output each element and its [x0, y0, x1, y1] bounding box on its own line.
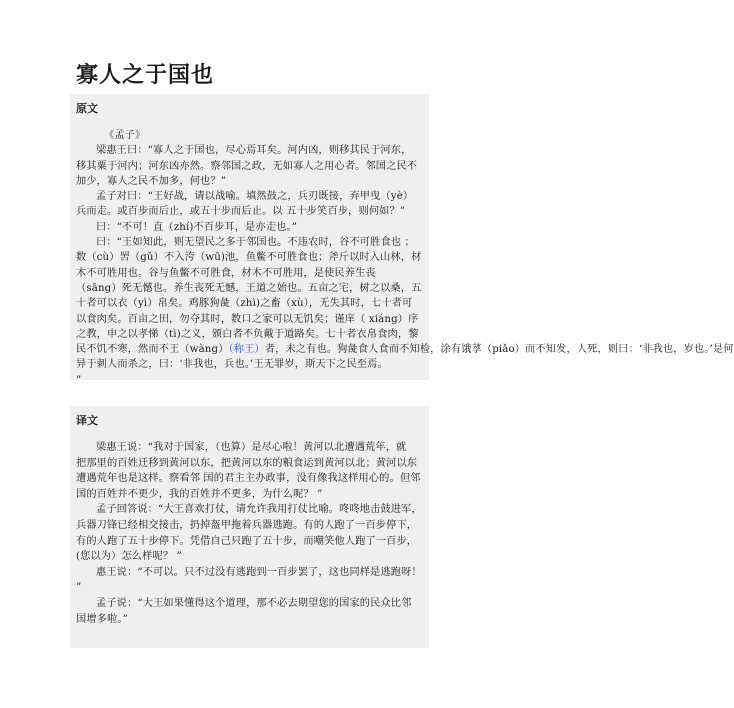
text-line: 国的百姓并不更少，我的百姓并不更多，为什么呢？ ”	[76, 488, 323, 500]
translation-heading: 译文	[76, 414, 98, 427]
text-line: 孟子对曰：“王好战，请以战喻。填然鼓之，兵刃既接，弃甲曳（yè）	[96, 191, 414, 203]
original-text-section	[70, 94, 734, 386]
text-line: 木不可胜用也。谷与鱼鳖不可胜食，材木不可胜用，是使民养生丧	[76, 267, 376, 279]
text-line: 把那里的百姓迁移到黄河以东，把黄河以东的粮食运到黄河以北；黄河以东	[76, 457, 418, 469]
text-segment: 者，未之有也。狗彘食人食而不知检，涂有饿莩（piǎo）而不知发，人死，则曰：‘非我也，岁也。’是何	[264, 344, 734, 356]
text-line: 梁惠王说：“我对于国家，（也算）是尽心啦！黄河以北遭遇荒年，就	[96, 442, 407, 453]
text-line: 孟子说：“大王如果懂得这个道理，那不必去期望您的国家的民众比邻	[96, 597, 412, 609]
text-line: 十者可以衣（yì）帛矣。鸡豚狗彘（zhì)之畜（xù），无失其时，七十者可	[76, 298, 413, 310]
translation-text-body	[76, 440, 423, 627]
document-title: 寡人之于国也	[76, 62, 215, 88]
original-text-body	[76, 128, 734, 388]
text-line: 惠王说：“不可以。只不过没有逃跑到一百步罢了，这也同样是逃跑呀！	[96, 566, 422, 578]
text-line: 曰：“不可！直（zhí)不百步耳，是亦走也。”	[96, 221, 298, 233]
text-line: （sāng）死无憾也。养生丧死无憾，王道之始也。五亩之宅，树之以桑，五	[76, 282, 422, 294]
text-segment: 民不饥不寒，然而不王（wàng）	[76, 344, 229, 356]
text-line: 数（cù）罟（gǔ）不入洿（wū)池，鱼鳖不可胜食也；斧斤以时入山林，材	[76, 252, 422, 264]
text-line: ”	[76, 582, 82, 594]
text-line: 之教，申之以孝悌（tì)之义，颁白者不负戴于道路矣。七十者衣帛食肉，黎	[76, 328, 419, 340]
text-line: 兵而走。或百步而后止，或五十步而后止。以 五十步笑百步，则何如？”	[76, 206, 406, 218]
translation-section	[70, 406, 429, 648]
text-line: 以食肉矣。百亩之田，勿夺其时，数口之家可以无饥矣；谨庠（ xiáng）序	[76, 313, 419, 325]
text-line: (您以为）怎么样呢？ ”	[76, 551, 182, 563]
text-line: ”	[76, 374, 82, 386]
original-heading: 原文	[76, 102, 98, 115]
text-line: 加少，寡人之民不加多，何也？”	[76, 175, 227, 187]
text-line: 梁惠王曰：“寡人之于国也，尽心焉耳矣。河内凶，则移其民于河东，	[96, 145, 412, 157]
text-line: 孟子回答说：“大王喜欢打仗，请允许我用打仗比喻。咚咚地击鼓进军，	[96, 504, 422, 516]
text-line: 移其粟于河内；河东凶亦然。察邻国之政，无如寡人之用心者。邻国之民不	[76, 160, 418, 172]
text-line	[76, 342, 734, 357]
text-line: 有的人跑了五十步停下。凭借自己只跑了五十步，而嘲笑他人跑了一百步，	[76, 535, 418, 547]
text-line: 《孟子》	[104, 130, 146, 141]
text-line: 曰：“王如知此，则无望民之多于邻国也。不违农时，谷不可胜食也 ；	[96, 237, 415, 249]
chengwang-link[interactable]: （称王）	[228, 344, 265, 356]
text-line: 国增多啦。”	[76, 613, 128, 625]
text-line: 兵器刀锋已经相交接击，扔掉盔甲拖着兵器逃跑。有的人跑了一百步停下，	[76, 519, 418, 531]
text-line: 遭遇荒年也是这样。察看邻 国的君主主办政事，没有像我这样用心的。但邻	[76, 473, 421, 485]
text-line: 异于刺人而杀之，曰：‘非我也，兵也。’王无罪岁，斯天下之民至焉。	[76, 359, 388, 371]
